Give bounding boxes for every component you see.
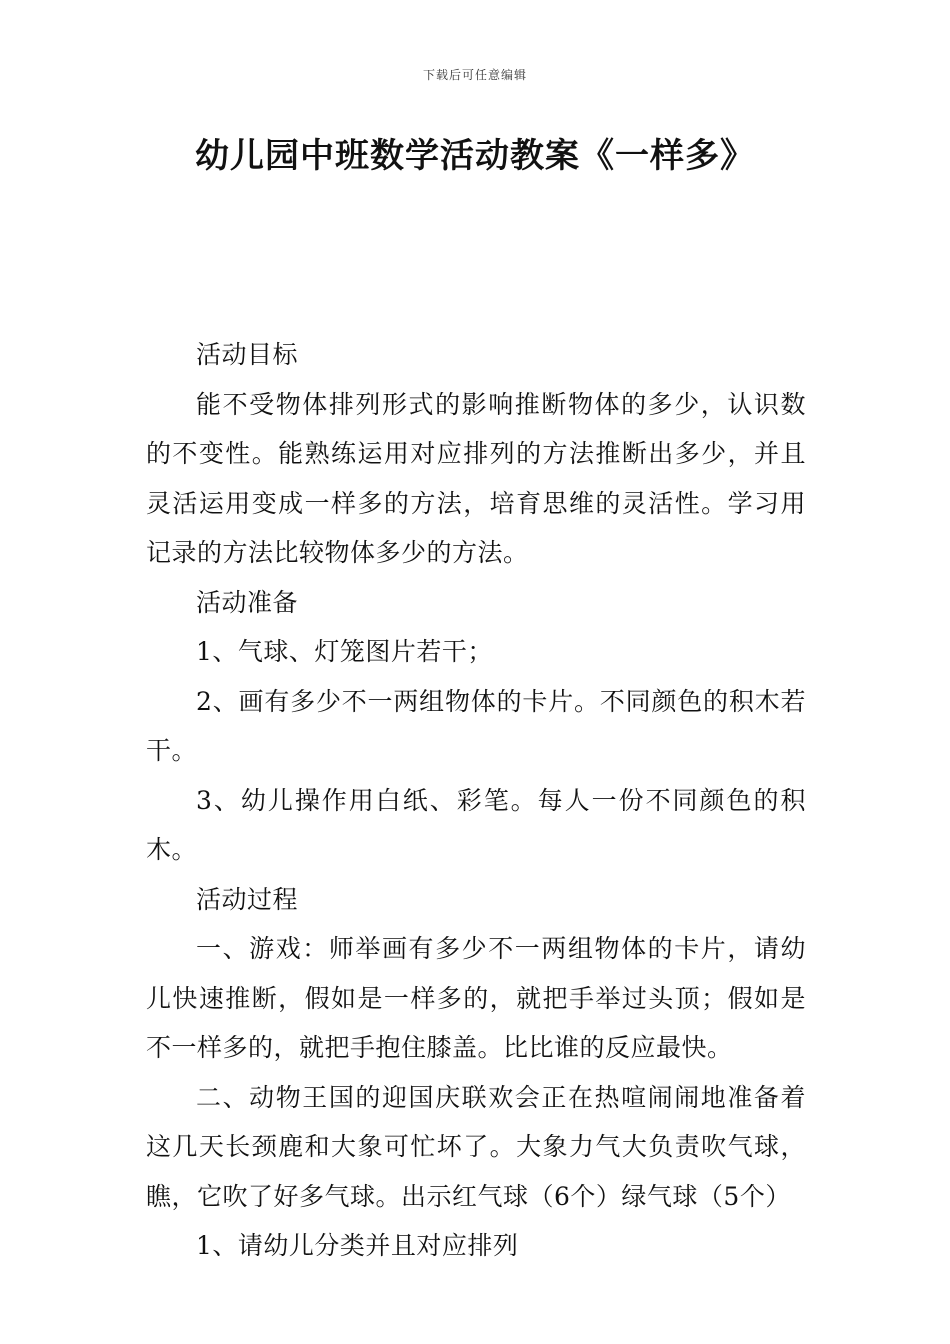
document-body <box>146 330 806 1271</box>
paragraph-process-step-2: 二、动物王国的迎国庆联欢会正在热喧闹闹地准备着这几天长颈鹿和大象可忙坏了。大象力气大负责吹气球，瞧，它吹了好多气球。出示红气球（6个）绿气球（5个） <box>146 1082 806 1211</box>
list-item-preparation-3: 3、幼儿操作用白纸、彩笔。每人一份不同颜色的积木。 <box>146 785 806 864</box>
header-note: 下载后可任意编辑 <box>422 68 527 82</box>
list-item-preparation-1: 1、气球、灯笼图片若干； <box>196 637 493 666</box>
paragraph-process-substep-1: 1、请幼儿分类并且对应排列 <box>196 1231 519 1260</box>
section-heading-process: 活动过程 <box>196 884 299 914</box>
document-title: 幼儿园中班数学活动教案《一样多》 <box>195 136 755 176</box>
list-item-preparation-2: 2、画有多少不一两组物体的卡片。不同颜色的积木若干。 <box>146 686 806 765</box>
paragraph-process-step-1: 一、游戏：师举画有多少不一两组物体的卡片，请幼儿快速推断，假如是一样多的，就把手举过头顶；假如是不一样多的，就把手抱住膝盖。比比谁的反应最快。 <box>146 934 806 1062</box>
paragraph-goals-text: 能不受物体排列形式的影响推断物体的多少，认识数的不变性。能熟练运用对应排列的方法推断出多少，并且灵活运用变成一样多的方法，培育思维的灵活性。学习用记录的方法比较物体多少的方法。 <box>146 389 806 567</box>
section-heading-goals: 活动目标 <box>196 340 299 369</box>
section-heading-preparation: 活动准备 <box>196 587 299 617</box>
